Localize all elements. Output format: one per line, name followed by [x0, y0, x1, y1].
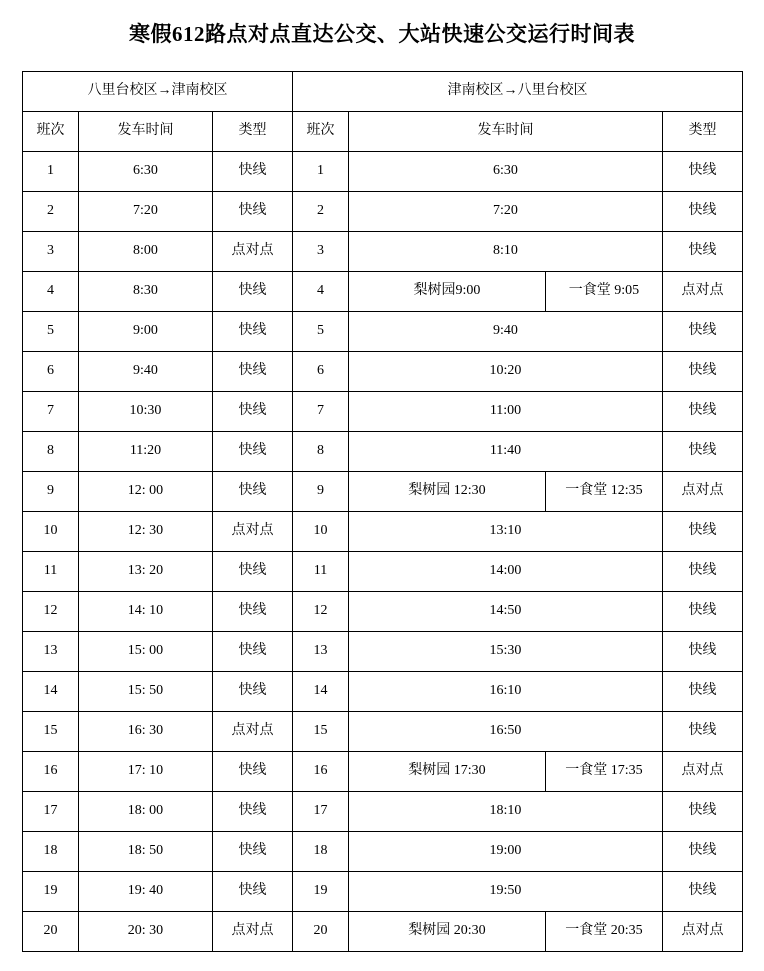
- table-row: [23, 792, 743, 832]
- left-trip-no: 5: [23, 312, 79, 352]
- left-trip-no: 3: [23, 232, 79, 272]
- right-departure-time: 6:30: [349, 152, 663, 192]
- right-service-type: 快线: [663, 392, 743, 432]
- left-trip-no: 12: [23, 592, 79, 632]
- right-departure-time: 7:20: [349, 192, 663, 232]
- right-departure-time: 13:10: [349, 512, 663, 552]
- left-service-type: 快线: [213, 192, 293, 232]
- right-trip-no: 18: [293, 832, 349, 872]
- right-service-type: 快线: [663, 352, 743, 392]
- left-service-type: 点对点: [213, 232, 293, 272]
- right-trip-no: 12: [293, 592, 349, 632]
- table-row: [23, 912, 743, 952]
- left-service-type: 快线: [213, 392, 293, 432]
- left-departure-time: 12: 00: [79, 472, 213, 512]
- right-departure-time-stop1: 梨树园 20:30: [349, 912, 546, 952]
- left-trip-no: 10: [23, 512, 79, 552]
- right-trip-no: 20: [293, 912, 349, 952]
- left-service-type: 快线: [213, 352, 293, 392]
- table-row: [23, 232, 743, 272]
- right-trip-no: 9: [293, 472, 349, 512]
- right-trip-no: 10: [293, 512, 349, 552]
- left-service-type: 快线: [213, 152, 293, 192]
- table-row: [23, 552, 743, 592]
- right-service-type: 快线: [663, 872, 743, 912]
- left-departure-time: 18: 50: [79, 832, 213, 872]
- left-service-type: 快线: [213, 792, 293, 832]
- right-departure-time: 11:00: [349, 392, 663, 432]
- right-service-type: 快线: [663, 512, 743, 552]
- right-departure-time-stop2: 一食堂 12:35: [546, 472, 663, 512]
- left-departure-time: 7:20: [79, 192, 213, 232]
- left-departure-time: 20: 30: [79, 912, 213, 952]
- page-title: 寒假612路点对点直达公交、大站快速公交运行时间表: [129, 22, 635, 46]
- table-row: [23, 392, 743, 432]
- left-trip-no: 19: [23, 872, 79, 912]
- right-departure-time: 18:10: [349, 792, 663, 832]
- table-row: [23, 192, 743, 232]
- table-row: [23, 512, 743, 552]
- right-departure-time: 19:00: [349, 832, 663, 872]
- left-service-type: 快线: [213, 592, 293, 632]
- left-service-type: 快线: [213, 752, 293, 792]
- right-departure-time-stop2: 一食堂 9:05: [546, 272, 663, 312]
- right-service-type: 点对点: [663, 752, 743, 792]
- right-trip-no: 2: [293, 192, 349, 232]
- left-departure-time: 17: 10: [79, 752, 213, 792]
- right-departure-time-stop1: 梨树园 17:30: [349, 752, 546, 792]
- left-service-type: 快线: [213, 672, 293, 712]
- right-trip-no: 8: [293, 432, 349, 472]
- right-trip-no: 1: [293, 152, 349, 192]
- left-service-type: 快线: [213, 272, 293, 312]
- right-service-type: 快线: [663, 152, 743, 192]
- right-service-type: 快线: [663, 712, 743, 752]
- right-trip-no: 11: [293, 552, 349, 592]
- direction-left: 八里台校区→津南校区: [23, 72, 293, 112]
- right-departure-time-stop1: 梨树园9:00: [349, 272, 546, 312]
- header-departure-right: 发车时间: [349, 112, 663, 152]
- left-service-type: 快线: [213, 632, 293, 672]
- header-no-right: 班次: [293, 112, 349, 152]
- left-service-type: 快线: [213, 552, 293, 592]
- table-row: [23, 352, 743, 392]
- table-row: [23, 272, 743, 312]
- right-departure-time: 14:50: [349, 592, 663, 632]
- left-departure-time: 15: 00: [79, 632, 213, 672]
- right-trip-no: 14: [293, 672, 349, 712]
- right-service-type: 快线: [663, 552, 743, 592]
- right-service-type: 快线: [663, 672, 743, 712]
- direction-right: 津南校区→八里台校区: [293, 72, 743, 112]
- table-row: [23, 632, 743, 672]
- left-departure-time: 10:30: [79, 392, 213, 432]
- left-service-type: 点对点: [213, 912, 293, 952]
- left-service-type: 快线: [213, 832, 293, 872]
- left-trip-no: 4: [23, 272, 79, 312]
- right-departure-time: 14:00: [349, 552, 663, 592]
- right-service-type: 快线: [663, 232, 743, 272]
- left-departure-time: 16: 30: [79, 712, 213, 752]
- left-departure-time: 9:00: [79, 312, 213, 352]
- left-service-type: 点对点: [213, 512, 293, 552]
- right-service-type: 点对点: [663, 272, 743, 312]
- table-row: [23, 472, 743, 512]
- left-trip-no: 1: [23, 152, 79, 192]
- left-departure-time: 12: 30: [79, 512, 213, 552]
- left-service-type: 快线: [213, 472, 293, 512]
- right-departure-time: 16:10: [349, 672, 663, 712]
- left-trip-no: 2: [23, 192, 79, 232]
- right-departure-time-stop2: 一食堂 20:35: [546, 912, 663, 952]
- left-service-type: 快线: [213, 312, 293, 352]
- left-trip-no: 17: [23, 792, 79, 832]
- table-row: [23, 752, 743, 792]
- left-departure-time: 18: 00: [79, 792, 213, 832]
- table-row: [23, 592, 743, 632]
- right-trip-no: 6: [293, 352, 349, 392]
- right-service-type: 快线: [663, 432, 743, 472]
- table-row: [23, 872, 743, 912]
- right-service-type: 快线: [663, 312, 743, 352]
- left-departure-time: 8:00: [79, 232, 213, 272]
- left-departure-time: 14: 10: [79, 592, 213, 632]
- right-departure-time-stop2: 一食堂 17:35: [546, 752, 663, 792]
- right-departure-time: 8:10: [349, 232, 663, 272]
- left-trip-no: 7: [23, 392, 79, 432]
- right-departure-time-stop1: 梨树园 12:30: [349, 472, 546, 512]
- right-trip-no: 7: [293, 392, 349, 432]
- left-trip-no: 18: [23, 832, 79, 872]
- left-trip-no: 6: [23, 352, 79, 392]
- left-departure-time: 9:40: [79, 352, 213, 392]
- right-trip-no: 5: [293, 312, 349, 352]
- right-departure-time: 16:50: [349, 712, 663, 752]
- right-trip-no: 16: [293, 752, 349, 792]
- left-trip-no: 11: [23, 552, 79, 592]
- left-service-type: 点对点: [213, 712, 293, 752]
- right-departure-time: 15:30: [349, 632, 663, 672]
- right-departure-time: 19:50: [349, 872, 663, 912]
- right-departure-time: 10:20: [349, 352, 663, 392]
- right-service-type: 点对点: [663, 472, 743, 512]
- right-trip-no: 13: [293, 632, 349, 672]
- direction-header-row: [23, 72, 743, 112]
- right-service-type: 点对点: [663, 912, 743, 952]
- left-trip-no: 9: [23, 472, 79, 512]
- right-trip-no: 3: [293, 232, 349, 272]
- timetable-body: [23, 72, 743, 952]
- right-trip-no: 15: [293, 712, 349, 752]
- left-departure-time: 6:30: [79, 152, 213, 192]
- right-service-type: 快线: [663, 832, 743, 872]
- right-service-type: 快线: [663, 632, 743, 672]
- left-departure-time: 8:30: [79, 272, 213, 312]
- header-type-right: 类型: [663, 112, 743, 152]
- right-trip-no: 17: [293, 792, 349, 832]
- right-service-type: 快线: [663, 792, 743, 832]
- right-trip-no: 4: [293, 272, 349, 312]
- header-departure-left: 发车时间: [79, 112, 213, 152]
- left-trip-no: 8: [23, 432, 79, 472]
- left-service-type: 快线: [213, 872, 293, 912]
- table-row: [23, 312, 743, 352]
- right-departure-time: 11:40: [349, 432, 663, 472]
- header-no-left: 班次: [23, 112, 79, 152]
- table-row: [23, 712, 743, 752]
- left-departure-time: 13: 20: [79, 552, 213, 592]
- left-departure-time: 19: 40: [79, 872, 213, 912]
- right-trip-no: 19: [293, 872, 349, 912]
- left-service-type: 快线: [213, 432, 293, 472]
- table-row: [23, 832, 743, 872]
- left-trip-no: 13: [23, 632, 79, 672]
- right-departure-time: 9:40: [349, 312, 663, 352]
- right-service-type: 快线: [663, 192, 743, 232]
- left-departure-time: 11:20: [79, 432, 213, 472]
- left-trip-no: 16: [23, 752, 79, 792]
- column-header-row: [23, 112, 743, 152]
- left-trip-no: 14: [23, 672, 79, 712]
- table-row: [23, 672, 743, 712]
- left-departure-time: 15: 50: [79, 672, 213, 712]
- header-type-left: 类型: [213, 112, 293, 152]
- bus-timetable: [22, 71, 743, 952]
- left-trip-no: 20: [23, 912, 79, 952]
- table-row: [23, 152, 743, 192]
- left-trip-no: 15: [23, 712, 79, 752]
- timetable-container: [0, 58, 764, 952]
- right-service-type: 快线: [663, 592, 743, 632]
- table-row: [23, 432, 743, 472]
